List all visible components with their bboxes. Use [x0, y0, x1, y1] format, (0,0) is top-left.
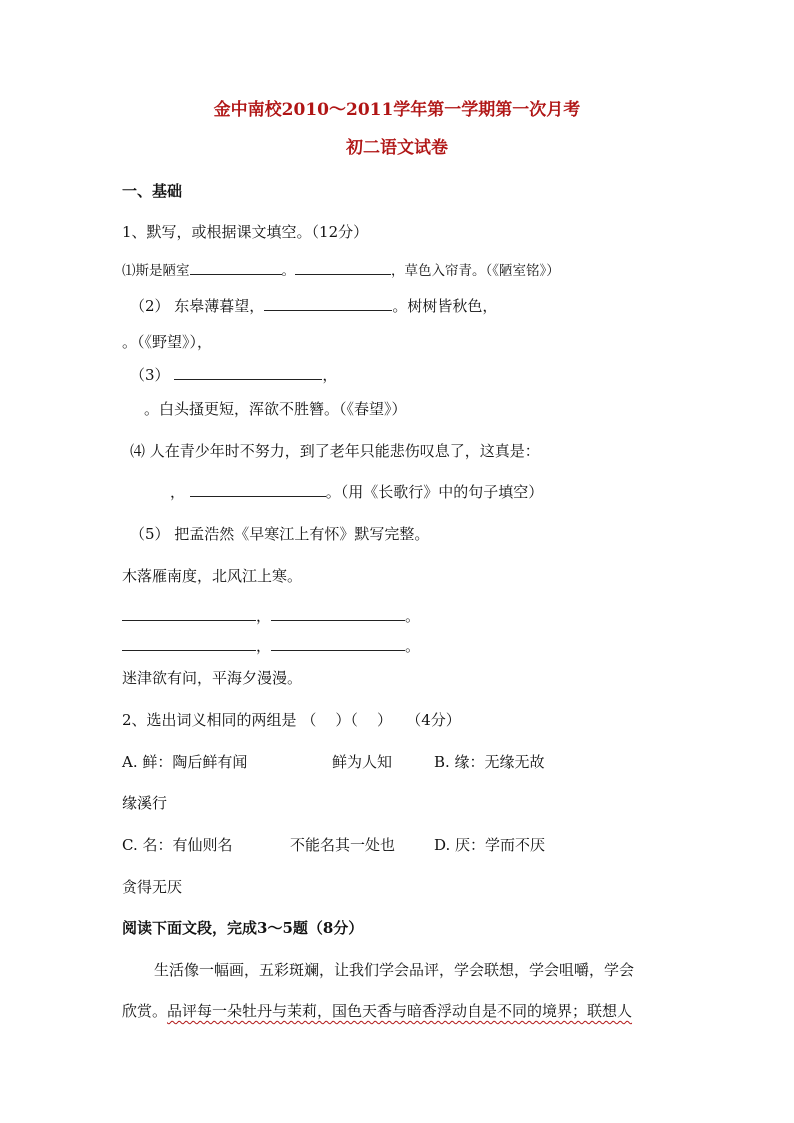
section-heading-basics: 一、基础	[122, 182, 183, 200]
poem-comma: ，	[256, 607, 272, 625]
item-4-text-c: 。（用《长歌行》中的句子填空）	[325, 483, 544, 501]
question-1-item-1	[122, 260, 560, 281]
poem-blank-line-1	[122, 606, 420, 626]
exam-subtitle: 初二语文试卷	[346, 138, 448, 158]
question-1-item-2-cont: 。（《野望》），	[122, 333, 213, 351]
poem-line-1: 木落雁南度，北风江上寒。	[122, 567, 303, 585]
item-4-text-b: ，	[170, 483, 186, 501]
question-1-item-4-cont	[170, 482, 543, 502]
poem-comma: ，	[256, 637, 272, 655]
reading-paragraph-line-1: 生活像一幅画，五彩斑斓，让我们学会品评，学会联想，学会咀嚼，学会	[154, 961, 635, 979]
answer-blank[interactable]	[264, 296, 392, 311]
answer-blank[interactable]	[174, 365, 322, 380]
poem-blank-line-2	[122, 636, 420, 656]
item-2-text-a: （2） 东皋薄暮望，	[130, 297, 265, 315]
reading-text-plain: 欣赏。	[122, 1002, 168, 1020]
question-1-item-5: （5） 把孟浩然《早寒江上有怀》默写完整。	[130, 525, 430, 543]
question-1-item-3	[130, 365, 337, 385]
reading-heading: 阅读下面文段，完成3～5题（8分）	[122, 919, 364, 937]
question-1-prompt: 1、默写，或根据课文填空。（12分）	[122, 223, 369, 241]
reading-text-underlined: 品评每一朵牡丹与茉莉，国色天香与暗香浮动自是不同的境界；联想人	[167, 1002, 633, 1020]
answer-blank[interactable]	[295, 260, 391, 275]
answer-blank[interactable]	[122, 636, 256, 651]
answer-blank[interactable]	[271, 636, 405, 651]
reading-paragraph-line-2	[122, 1001, 632, 1021]
item-2-text-b: 。树树皆秋色，	[392, 297, 498, 315]
item-1-text-a: ⑴斯是陋室	[122, 263, 190, 279]
option-d: D. 厌：学而不厌	[434, 836, 546, 854]
option-b: B. 缘：无缘无故	[434, 753, 545, 771]
poem-period: 。	[405, 637, 421, 655]
answer-blank[interactable]	[190, 260, 282, 275]
option-d-example: 贪得无厌	[122, 878, 183, 896]
item-1-text-b: 。	[281, 263, 295, 279]
answer-blank[interactable]	[271, 606, 405, 621]
item-3-text-b: ，	[322, 366, 338, 384]
exam-title: 金中南校2010～2011学年第一学期第一次月考	[213, 100, 581, 120]
option-a-example: 鲜为人知	[332, 753, 393, 771]
question-1-item-4: ⑷ 人在青少年时不努力，到了老年只能悲伤叹息了，这真是：	[130, 442, 540, 460]
option-b-example: 缘溪行	[122, 794, 168, 812]
item-1-text-c: ，草色入帘青。（《陋室铭》）	[391, 263, 560, 279]
question-2-prompt: 2、选出词义相同的两组是 （ ）（ ） （4分）	[122, 711, 461, 729]
poem-period: 。	[405, 607, 421, 625]
question-1-item-3-cont: 。白头搔更短，浑欲不胜簪。（《春望》）	[144, 400, 407, 418]
item-3-text-a: （3）	[130, 366, 170, 384]
option-c-example: 不能名其一处也	[290, 836, 396, 854]
poem-line-4: 迷津欲有问，平海夕漫漫。	[122, 669, 303, 687]
answer-blank[interactable]	[190, 482, 326, 497]
option-a: A. 鲜：陶后鲜有闻	[122, 753, 248, 771]
option-c: C. 名：有仙则名	[122, 836, 233, 854]
question-1-item-2	[130, 296, 497, 316]
answer-blank[interactable]	[122, 606, 256, 621]
